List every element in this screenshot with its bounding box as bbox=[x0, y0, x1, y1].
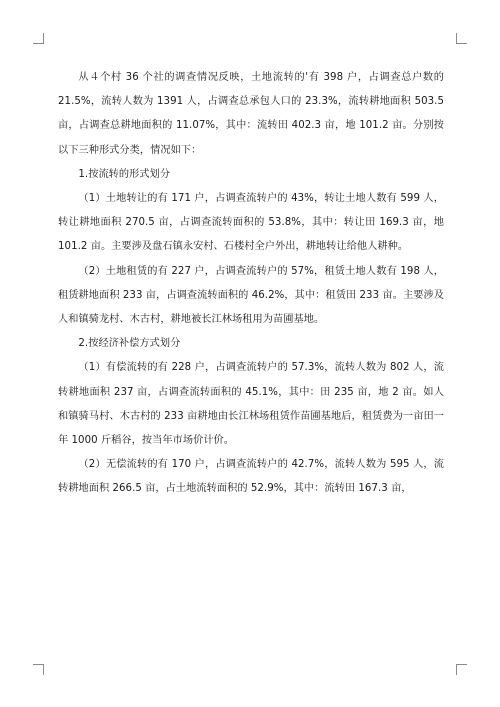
crop-mark-bottom-left bbox=[33, 664, 44, 675]
paragraph-unpaid-transfer: （2）无偿流转的有 170 户，占调查流转户的 42.7%，流转人数为 595 人，流转耕地面积 266.5 亩，占土地流转面积的 52.9%，其中：流转田 167.3 亩， bbox=[58, 459, 444, 495]
crop-mark-bottom-right bbox=[456, 664, 467, 675]
paragraph-paid-transfer: （1）有偿流转的有 228 户，占调查流转户的 57.3%，流转人数为 802 人，流转耕地面积 237 亩，占调查流转面积的 45.1%，其中：田 235 亩，地 2 亩。如人和镇骑马村、木古村的 233 亩耕地由长江林场租赁作苗圃基地后，租赁费为一亩田一年 1000 斤稻谷，按当年市场价计价。 bbox=[58, 362, 444, 447]
crop-mark-top-left bbox=[33, 33, 44, 44]
paragraph-land-lease: （2）土地租赁的有 227 户，占调查流转户的 57%，租赁土地人数有 198 人，租赁耕地面积 233 亩，占调查流转面积的 46.2%，其中：租赁田 233 亩。主要涉及人和镇骑龙村、木古村，耕地被长江林场租用为苗圃基地。 bbox=[58, 265, 444, 326]
crop-mark-top-right bbox=[456, 33, 467, 44]
document-body bbox=[58, 66, 444, 502]
paragraph-land-transfer: （1）土地转让的有 171 户，占调查流转户的 43%，转让土地人数有 599 人，转让耕地面积 270.5 亩，占调查流转面积的 53.8%，其中：转让田 169.3 亩，地 101.2 亩。主要涉及盘石镇永安村、石楼村全户外出，耕地转让给他人耕种。 bbox=[58, 193, 444, 253]
heading-by-transfer-form: 1.按流转的形式划分 bbox=[78, 168, 171, 180]
heading-by-compensation: 2.按经济补偿方式划分 bbox=[78, 338, 181, 350]
paragraph-survey-summary: 从４个村 36 个社的调查情况反映，土地流转的'有 398 户，占调查总户数的 21.5%，流转人数为 1391 人，占调查总承包人口的 23.3%，流转耕地面积 503.5 亩，占调查总耕地面积的 11.07%，其中：流转田 402.3 亩，地 101.2 亩。分别按以下三种形式分类，情况如下： bbox=[58, 72, 444, 156]
